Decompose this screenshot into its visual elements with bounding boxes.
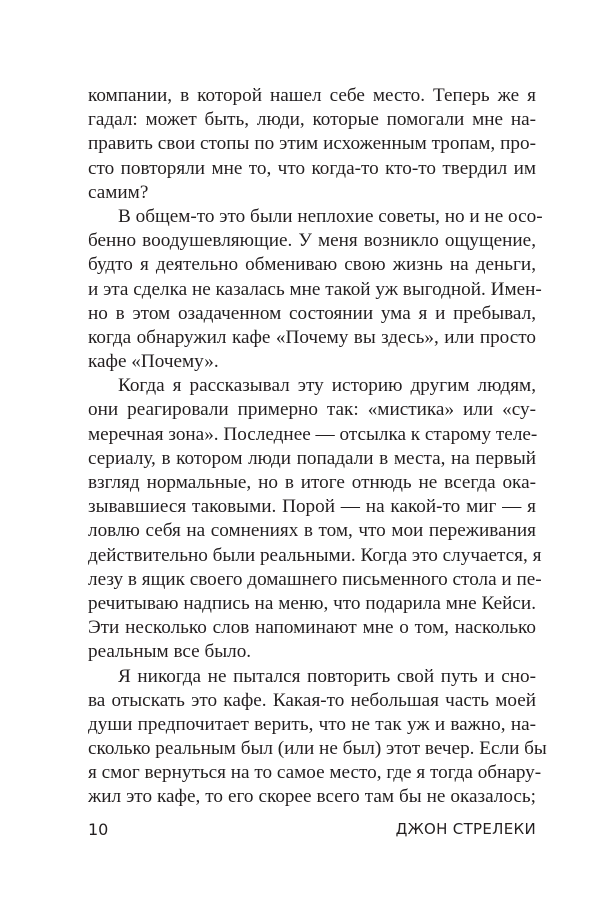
page-number: 10 — [88, 820, 109, 839]
text-line: сериалу, в котором люди попадали в места, на первый — [88, 447, 536, 469]
text-line: реальным все было. — [88, 641, 252, 663]
text-line: бенно воодушевляющие. У меня возникло ощущение, — [88, 230, 536, 252]
text-line: я смог вернуться на то самое место, где я тогда обнару- — [88, 762, 542, 784]
text-line: Я никогда не пытался повторить свой путь и сно- — [118, 665, 536, 687]
paragraph — [88, 665, 547, 810]
text-line: лезу в ящик своего домашнего письменного стола и пе- — [88, 568, 542, 590]
text-line: править свои стопы по этим исхоженным тропам, про- — [88, 133, 536, 155]
text-line: будто я деятельно обмениваю свою жизнь на деньги, — [88, 254, 536, 276]
text-line: ловлю себя на сомнениях в том, что мои переживания — [88, 520, 536, 542]
paragraph — [88, 205, 543, 374]
text-line: зывавшиеся таковыми. Порой — на какой-то миг — я — [88, 496, 536, 518]
text-line: но в этом озадаченном состоянии ума я и пребывал, — [88, 302, 536, 324]
running-header-author: ДЖОН СТРЕЛЕКИ — [395, 820, 536, 838]
text-line: и эта сделка не казалась мне такой уж выгодной. Имен- — [88, 278, 542, 300]
page-body-text — [88, 84, 547, 810]
text-line: Когда я рассказывал эту историю другим людям, — [118, 375, 536, 397]
text-line: жил это кафе, то его скорее всего там бы не оказалось; — [88, 786, 536, 808]
text-line: сколько реальным был (или не был) этот вечер. Если бы — [88, 738, 547, 760]
text-line: сто повторяли мне то, что когда-то кто-то твердил им — [88, 157, 536, 179]
text-line: меречная зона». Последнее — отсылка к старому теле- — [88, 423, 538, 445]
text-line: взгляд нормальные, но в итоге отнюдь не всегда ока- — [88, 472, 536, 493]
text-line: когда обнаружил кафе «Почему вы здесь», или просто — [88, 326, 536, 348]
text-line: ва отыскать это кафе. Какая-то небольшая часть моей — [88, 689, 536, 711]
text-line: кафе «Почему». — [88, 351, 219, 373]
paragraph — [88, 374, 542, 664]
text-line: Эти несколько слов напоминают мне о том, насколько — [88, 617, 536, 639]
text-line: души предпочитает верить, что не так уж и важно, на- — [88, 713, 536, 735]
text-line: они реагировали примерно так: «мистика» или «су- — [88, 399, 536, 421]
text-line: гадал: может быть, люди, которые помогали мне на- — [88, 109, 536, 131]
page-footer — [88, 820, 536, 839]
text-line: речитываю надпись на меню, что подарила мне Кейси. — [88, 592, 536, 614]
text-line: В общем-то это были неплохие советы, но и не осо- — [118, 205, 543, 227]
text-line: действительно были реальными. Когда это случается, я — [88, 544, 542, 566]
paragraph — [88, 84, 536, 205]
text-line: компании, в которой нашел себе место. Теперь же я — [88, 85, 536, 106]
text-line: самим? — [88, 181, 149, 203]
